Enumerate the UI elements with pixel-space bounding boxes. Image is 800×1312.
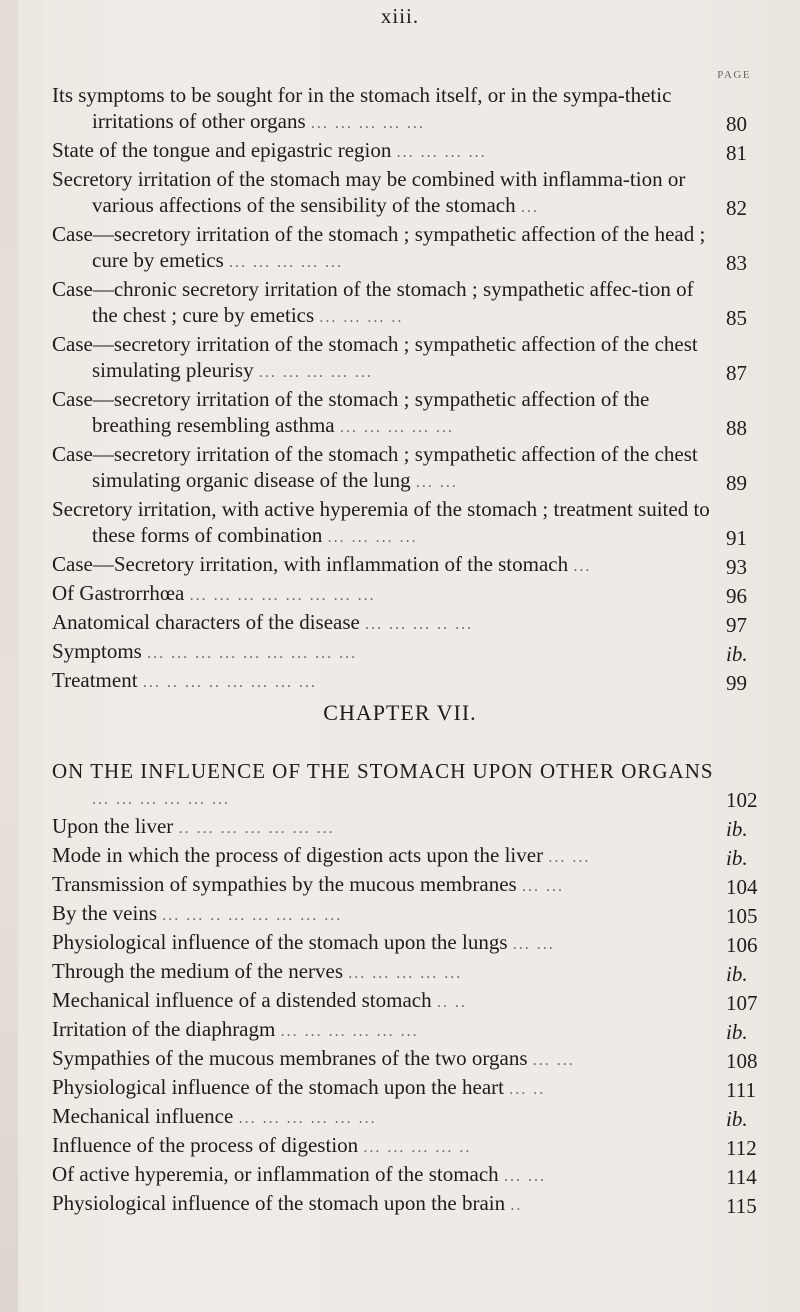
toc-entry-title: Its symptoms to be sought for in the stomach itself, or in the sympa-thetic irritations of other organs <box>52 83 672 133</box>
toc-entry <box>52 667 772 696</box>
toc-entry-page: ib. <box>726 1107 748 1131</box>
toc-entry <box>52 496 772 551</box>
toc-entry-title: Of active hyperemia, or inflammation of the stomach <box>52 1162 499 1186</box>
toc-entry-leader-dots: ... ... ... ... ... ... ... ... ... <box>147 645 358 662</box>
toc-entry-leader-dots: ... ... <box>415 474 458 491</box>
toc-entry-leader-dots: ... ... ... ... ... <box>258 364 373 381</box>
toc-entry-leader-dots: ... ... <box>532 1052 575 1069</box>
toc-entry-title: Physiological influence of the stomach upon the lungs <box>52 930 508 954</box>
toc-entry-title: Physiological influence of the stomach upon the heart <box>52 1075 504 1099</box>
page-column-label: PAGE <box>717 69 751 81</box>
toc-entry <box>52 580 772 609</box>
toc-entry <box>52 166 772 221</box>
toc-entry <box>52 551 772 580</box>
toc-entry <box>52 813 772 842</box>
toc-section-before <box>52 82 772 696</box>
toc-entry <box>52 276 772 331</box>
toc-entry-title: Case—secretory irritation of the stomach ; sympathetic affection of the chest simulating pleurisy <box>52 332 698 382</box>
toc-entry-page: 80 <box>726 112 747 136</box>
toc-entry-leader-dots: ... <box>573 558 592 575</box>
toc-entry-page: 102 <box>726 788 758 812</box>
toc-entry-leader-dots: ... ... ... ... ... <box>310 115 425 132</box>
toc-entry-title: Symptoms <box>52 639 142 663</box>
toc-entry <box>52 638 772 667</box>
toc-entry <box>52 1045 772 1074</box>
toc-entry-page: 93 <box>726 555 747 579</box>
toc-entry <box>52 900 772 929</box>
toc-entry-leader-dots: ... .. ... .. ... ... ... ... <box>142 674 317 691</box>
toc-entry-title: Case—chronic secretory irritation of the stomach ; sympathetic affec-tion of the chest ; cure by emetics <box>52 277 694 327</box>
toc-entry-page: 115 <box>726 1194 757 1218</box>
toc-entry-title: Mechanical influence <box>52 1104 234 1128</box>
toc-entry-page: ib. <box>726 817 748 841</box>
toc-entry <box>52 331 772 386</box>
toc-entry-page: 87 <box>726 361 747 385</box>
toc-entry-leader-dots: ... <box>520 199 539 216</box>
toc-entry-leader-dots: ... ... ... .. ... <box>365 616 474 633</box>
page-number: xiii. <box>380 4 420 28</box>
toc-entry-leader-dots: ... ... ... ... <box>327 529 418 546</box>
toc-entry-title: Mechanical influence of a distended stomach <box>52 988 432 1012</box>
toc-entry <box>52 958 772 987</box>
toc-entry-title: Case—secretory irritation of the stomach ; sympathetic affection of the head ; cure by emetics <box>52 222 706 272</box>
toc-entry-title: Influence of the process of digestion <box>52 1133 359 1157</box>
toc-entry-page: 91 <box>726 526 747 550</box>
toc-entry <box>52 1016 772 1045</box>
toc-entry-title: By the veins <box>52 901 157 925</box>
toc-entry-title: Of Gastrorrhœa <box>52 581 185 605</box>
toc-entry-leader-dots: .. ... ... ... ... ... ... <box>178 820 335 837</box>
page-gutter <box>0 0 18 1312</box>
toc-section-after <box>52 758 772 1219</box>
toc-entry <box>52 1074 772 1103</box>
toc-entry-page: ib. <box>726 962 748 986</box>
toc-entry-title: State of the tongue and epigastric region <box>52 138 392 162</box>
toc-entry-title: Treatment <box>52 668 138 692</box>
toc-entry-page: ib. <box>726 642 748 666</box>
toc-entry-leader-dots: ... ... ... ... ... ... ... ... <box>189 587 376 604</box>
toc-entry-title: ON THE INFLUENCE OF THE STOMACH UPON OTHER ORGANS <box>52 759 714 783</box>
toc-entry-leader-dots: ... ... <box>521 878 564 895</box>
toc-entry <box>52 842 772 871</box>
toc-entry-title: Secretory irritation, with active hyperemia of the stomach ; treatment suited to these forms of combination <box>52 497 710 547</box>
toc-entry-page: 112 <box>726 1136 757 1160</box>
toc-entry-title: Case—Secretory irritation, with inflammation of the stomach <box>52 552 569 576</box>
toc-entry-leader-dots: ... ... ... ... ... ... <box>238 1110 377 1127</box>
toc-entry-leader-dots: ... ... .. ... ... ... ... ... <box>162 907 343 924</box>
toc-entry-page: ib. <box>726 1020 748 1044</box>
toc-entry-title: Case—secretory irritation of the stomach ; sympathetic affection of the chest simulating organic disease of the lung <box>52 442 698 492</box>
toc-entry-leader-dots: ... ... <box>512 936 555 953</box>
toc-entry-leader-dots: ... ... ... ... ... <box>229 254 344 271</box>
toc-entry-leader-dots: ... ... <box>548 849 591 866</box>
toc-entry-leader-dots: ... ... ... ... ... <box>348 965 463 982</box>
toc-entry-page: 85 <box>726 306 747 330</box>
toc-entry <box>52 1132 772 1161</box>
toc-entry-leader-dots: ... ... ... ... .. <box>363 1139 472 1156</box>
toc-entry-page: 104 <box>726 875 758 899</box>
toc-entry-page: 97 <box>726 613 747 637</box>
toc-entry-leader-dots: ... .. <box>509 1081 546 1098</box>
toc-entry-leader-dots: ... ... ... ... ... ... <box>280 1023 419 1040</box>
toc-entry-page: 114 <box>726 1165 757 1189</box>
toc-entry-leader-dots: ... ... ... ... <box>396 144 487 161</box>
toc-entry-title: Anatomical characters of the disease <box>52 610 360 634</box>
toc-entry-title: Upon the liver <box>52 814 174 838</box>
toc-entry-leader-dots: .. <box>510 1197 523 1214</box>
toc-entry-page: 83 <box>726 251 747 275</box>
toc-entry <box>52 1190 772 1219</box>
toc-entry-page: 108 <box>726 1049 758 1073</box>
toc-entry <box>52 82 772 137</box>
toc-entry-title: Mode in which the process of digestion acts upon the liver <box>52 843 544 867</box>
toc-entry-title: Secretory irritation of the stomach may be combined with inflamma-tion or various affections of the sensibility of the stomach <box>52 167 686 217</box>
toc-entry <box>52 386 772 441</box>
toc-entry-leader-dots: .. .. <box>436 994 467 1011</box>
toc-entry-page: ib. <box>726 846 748 870</box>
toc-entry-title: Transmission of sympathies by the mucous membranes <box>52 872 517 896</box>
toc-entry-title: Sympathies of the mucous membranes of the two organs <box>52 1046 528 1070</box>
toc-entry-page: 96 <box>726 584 747 608</box>
toc-entry <box>52 441 772 496</box>
toc-entry-leader-dots: ... ... ... ... ... ... <box>92 791 230 808</box>
toc-entry-leader-dots: ... ... ... .. <box>319 309 404 326</box>
toc-entry-page: 111 <box>726 1078 756 1102</box>
toc-entry <box>52 987 772 1016</box>
toc-entry <box>52 929 772 958</box>
chapter-title: CHAPTER VII. <box>323 700 477 725</box>
toc-entry-title: Physiological influence of the stomach upon the brain <box>52 1191 506 1215</box>
toc-entry-page: 107 <box>726 991 758 1015</box>
toc-entry <box>52 221 772 276</box>
toc-entry <box>52 1103 772 1132</box>
toc-entry <box>52 609 772 638</box>
toc-entry-leader-dots: ... ... ... ... ... <box>339 419 454 436</box>
toc-entry <box>52 1161 772 1190</box>
toc-entry <box>52 758 772 813</box>
toc-entry-page: 105 <box>726 904 758 928</box>
toc-entry-page: 88 <box>726 416 747 440</box>
toc-entry-page: 89 <box>726 471 747 495</box>
toc-entry-title: Through the medium of the nerves <box>52 959 344 983</box>
toc-entry-page: 82 <box>726 196 747 220</box>
toc-entry-title: Irritation of the diaphragm <box>52 1017 276 1041</box>
toc-entry <box>52 871 772 900</box>
toc-entry-title: Case—secretory irritation of the stomach ; sympathetic affection of the breathing resembling asthma <box>52 387 650 437</box>
toc-entry-page: 106 <box>726 933 758 957</box>
toc-entry-leader-dots: ... ... <box>503 1168 546 1185</box>
toc-entry <box>52 137 772 166</box>
toc-entry-page: 81 <box>726 141 747 165</box>
toc-entry-page: 99 <box>726 671 747 695</box>
